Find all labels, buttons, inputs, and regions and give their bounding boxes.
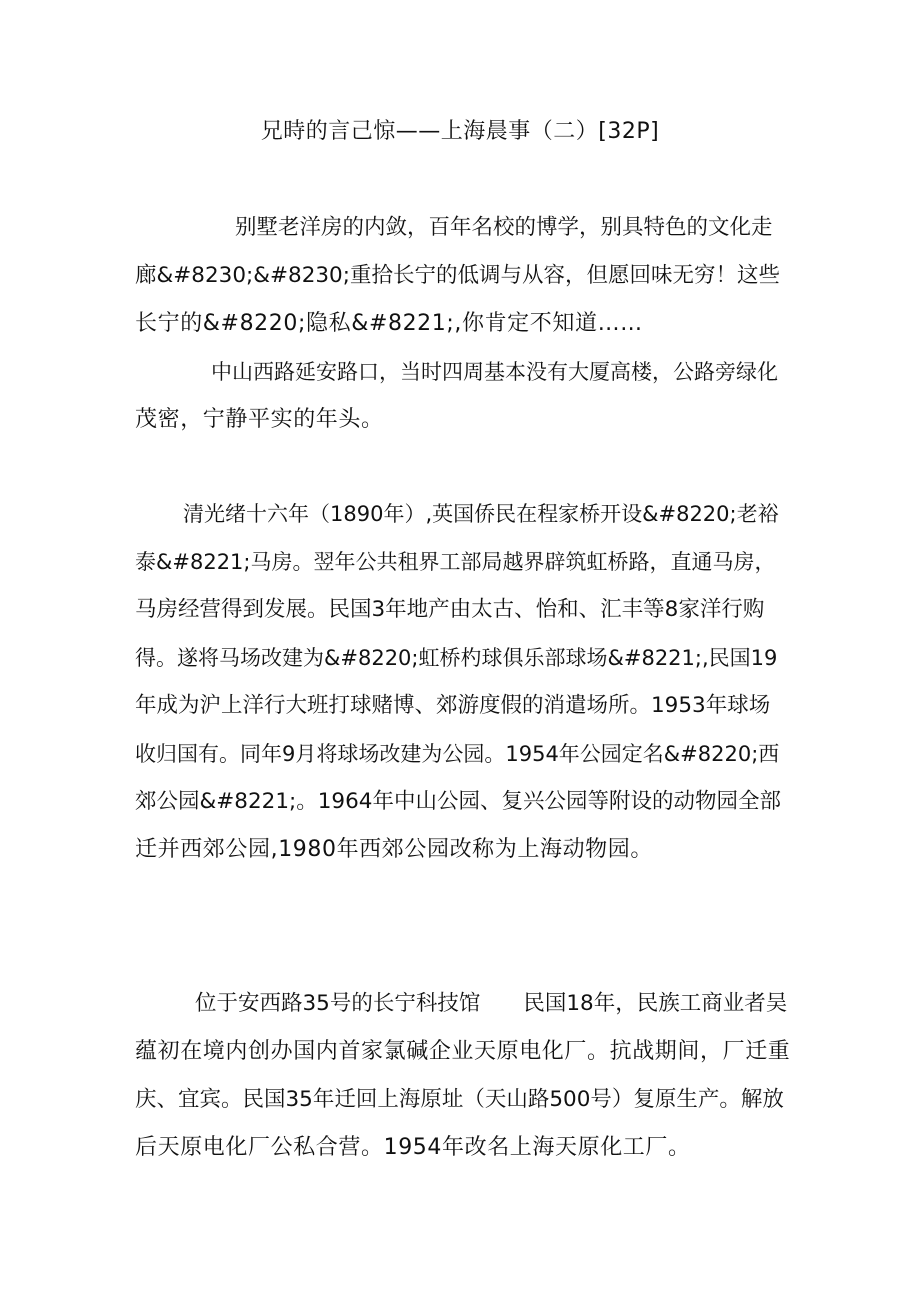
paragraph-1-line-2: 廊&#8230;&#8230;重拾长宁的低调与从容，但愿回味无穷！这些 xyxy=(135,263,780,288)
paragraph-4-line-1: 位于安西路35号的长宁科技馆 民国18年，民族工商业者吴 xyxy=(195,991,788,1016)
paragraph-4-line-4: 后天原电化厂公私合营。1954年改名上海天原化工厂。 xyxy=(135,1135,691,1160)
paragraph-1-line-3: 长宁的&#8220;隐私&#8221;,你肯定不知道…… xyxy=(135,311,643,336)
paragraph-3-line-1: 清光绪十六年（1890年）,英国侨民在程家桥开设&#8220;老裕 xyxy=(183,502,779,526)
paragraph-3-line-7: 郊公园&#8221;。1964年中山公园、复兴公园等附设的动物园全部 xyxy=(135,789,781,814)
paragraph-4-line-2: 蕴初在境内创办国内首家氯碱企业天原电化厂。抗战期间，厂迁重 xyxy=(135,1039,791,1064)
paragraph-4-line-3: 庆、宜宾。民国35年迁回上海原址（天山路500号）复原生产。解放 xyxy=(135,1087,784,1112)
paragraph-2-line-2: 茂密，宁静平实的年头。 xyxy=(135,407,384,432)
paragraph-3-line-3: 马房经营得到发展。民国3年地产由太古、怡和、汇丰等8家洋行购 xyxy=(135,597,765,622)
paragraph-2-line-1: 中山西路延安路口，当时四周基本没有大厦高楼，公路旁绿化 xyxy=(211,360,778,384)
paragraph-1-line-1: 别墅老洋房的内敛，百年名校的博学，别具特色的文化走 xyxy=(235,215,773,240)
paragraph-3-line-6: 收归国有。同年9月将球场改建为公园。1954年公园定名&#8220;西 xyxy=(135,742,780,766)
paragraph-3-line-4: 得。遂将马场改建为&#8220;虹桥杓球俱乐部球场&#8221;,民国19 xyxy=(135,646,778,670)
paragraph-3-line-8: 迁并西郊公园,1980年西郊公园改称为上海动物园。 xyxy=(135,837,653,862)
paragraph-3-line-5: 年成为沪上洋行大班打球赌博、郊游度假的消遣场所。1953年球场 xyxy=(135,693,771,718)
document-title: 兄時的言己惊——上海晨事（二）[32P] xyxy=(260,119,660,144)
paragraph-3-line-2: 泰&#8221;马房。翌年公共租界工部局越界辟筑虹桥路，直通马房， xyxy=(135,550,776,574)
